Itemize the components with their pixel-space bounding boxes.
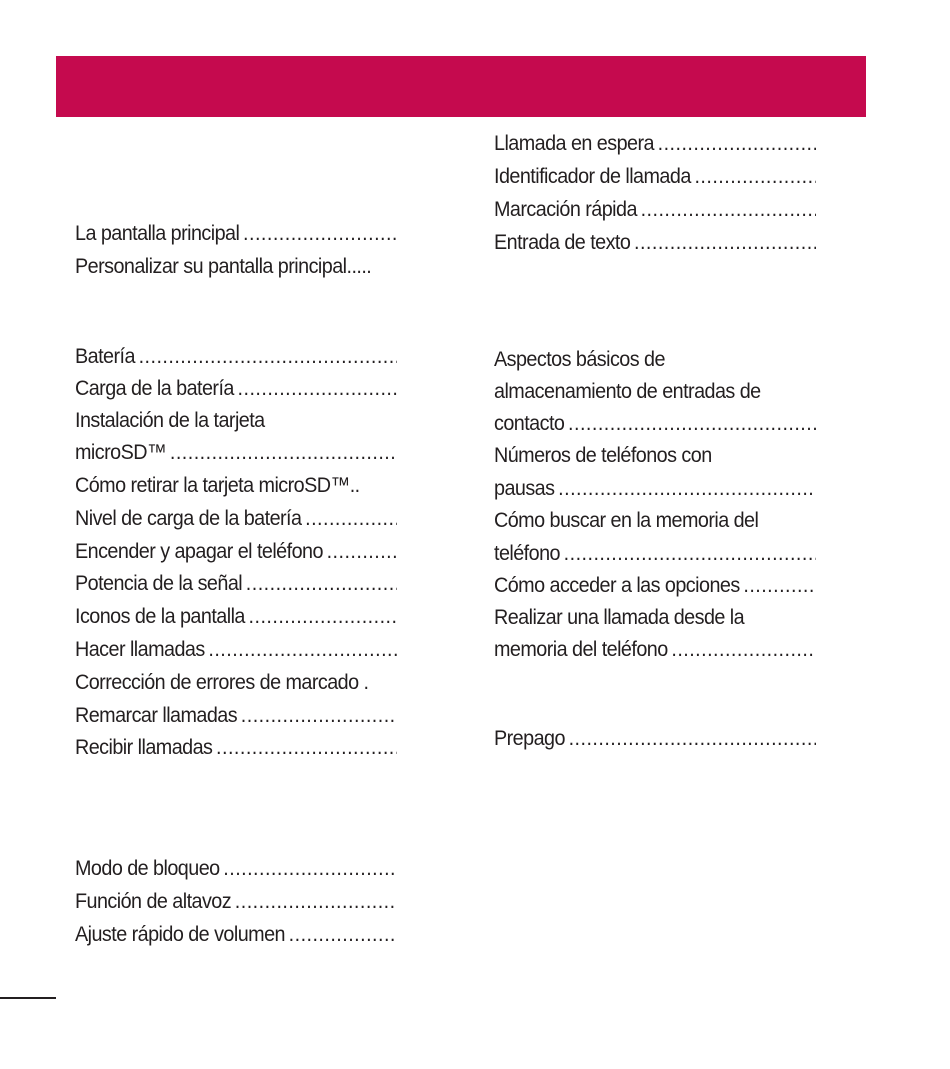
- toc-entry-text: Personalizar su pantalla principal.....: [75, 254, 372, 278]
- toc-entry: [75, 250, 372, 283]
- toc-entry-text: Remarcar llamadas: [75, 703, 238, 727]
- toc-entry: [494, 375, 791, 408]
- dot-leader: [568, 407, 816, 440]
- toc-entry-text: Iconos de la pantalla: [75, 604, 245, 628]
- toc-entry-text: Recibir llamadas: [75, 735, 213, 759]
- toc-entry: [75, 535, 372, 568]
- toc-entry-text: Identificador de llamada: [494, 164, 691, 188]
- toc-entry-text: Encender y apagar el teléfono: [75, 539, 323, 563]
- toc-entry: [75, 633, 372, 666]
- toc-entry: [494, 601, 791, 634]
- toc-entry-text: contacto: [494, 411, 565, 435]
- toc-entry: [494, 537, 791, 570]
- toc-entry-text: Nivel de carga de la batería: [75, 506, 302, 530]
- footer-rule: [0, 997, 56, 999]
- toc-entry: [494, 407, 791, 440]
- dot-leader: [235, 885, 398, 918]
- dot-leader: [246, 567, 398, 600]
- toc-entry: [494, 722, 791, 755]
- toc-entry-text: Números de teléfonos con: [494, 443, 712, 467]
- toc-entry: [75, 567, 372, 600]
- toc-entry-text: Cómo acceder a las opciones: [494, 573, 740, 597]
- toc-entry-text: Marcación rápida: [494, 197, 637, 221]
- toc-entry-text: pausas: [494, 476, 555, 500]
- toc-entry-text: Realizar una llamada desde la: [494, 605, 745, 629]
- toc-entry-text: Batería: [75, 344, 135, 368]
- toc-entry-text: Ajuste rápido de volumen: [75, 922, 285, 946]
- toc-entry-text: Modo de bloqueo: [75, 856, 220, 880]
- toc-entry-text: Hacer llamadas: [75, 637, 205, 661]
- toc-entry-text: memoria del teléfono: [494, 637, 668, 661]
- toc-entry-text: microSD™: [75, 440, 167, 464]
- dot-leader: [249, 600, 398, 633]
- dot-leader: [216, 731, 397, 764]
- toc-entry-text: Función de altavoz: [75, 889, 232, 913]
- dot-leader: [641, 193, 817, 226]
- toc-entry: [494, 504, 791, 537]
- toc-entry: [75, 731, 372, 764]
- toc-entry-text: La pantalla principal: [75, 221, 240, 245]
- toc-entry: [75, 469, 372, 502]
- dot-leader: [238, 372, 398, 405]
- toc-entry: [494, 226, 791, 259]
- toc-entry: [494, 569, 791, 602]
- toc-entry: [494, 193, 791, 226]
- dot-leader: [305, 502, 397, 535]
- dot-leader: [223, 852, 397, 885]
- dot-leader: [289, 918, 398, 951]
- dot-leader: [658, 127, 817, 160]
- toc-entry-text: Corrección de errores de marcado .: [75, 670, 369, 694]
- toc-entry-text: Llamada en espera: [494, 131, 654, 155]
- toc-entry: [494, 127, 791, 160]
- toc-entry-text: Cómo retirar la tarjeta microSD™..: [75, 473, 360, 497]
- toc-entry: [75, 699, 372, 732]
- toc-entry: [494, 160, 791, 193]
- toc-entry: [75, 666, 372, 699]
- toc-entry: [494, 633, 791, 666]
- toc-entry-text: Potencia de la señal: [75, 571, 243, 595]
- toc-entry: [494, 439, 791, 472]
- toc-entry: [75, 885, 372, 918]
- toc-entry: [75, 372, 372, 405]
- dot-leader: [241, 699, 398, 732]
- toc-entry-text: Aspectos básicos de: [494, 347, 665, 371]
- toc-entry-text: Prepago: [494, 726, 565, 750]
- dot-leader: [208, 633, 397, 666]
- dot-leader: [569, 722, 817, 755]
- toc-entry: [75, 502, 372, 535]
- toc-entry-text: Instalación de la tarjeta: [75, 408, 265, 432]
- toc-entry-text: Carga de la batería: [75, 376, 234, 400]
- dot-leader: [139, 340, 398, 373]
- toc-entry-text: Cómo buscar en la memoria del: [494, 508, 759, 532]
- toc-entry: [494, 472, 791, 505]
- toc-entry: [75, 217, 372, 250]
- toc-entry-text: teléfono: [494, 541, 560, 565]
- dot-leader: [243, 217, 397, 250]
- header-band: [56, 56, 866, 117]
- dot-leader: [564, 537, 817, 570]
- toc-entry: [75, 404, 372, 437]
- dot-leader: [170, 436, 398, 469]
- dot-leader: [558, 472, 816, 505]
- toc-entry: [75, 340, 372, 373]
- dot-leader: [327, 535, 398, 568]
- dot-leader: [634, 226, 816, 259]
- toc-entry: [494, 343, 791, 376]
- dot-leader: [671, 633, 816, 666]
- toc-entry: [75, 918, 372, 951]
- dot-leader: [694, 160, 816, 193]
- toc-entry-text: Entrada de texto: [494, 230, 631, 254]
- toc-entry: [75, 852, 372, 885]
- toc-entry-text: almacenamiento de entradas de: [494, 379, 761, 403]
- toc-entry: [75, 436, 372, 469]
- toc-entry: [75, 600, 372, 633]
- dot-leader: [743, 569, 816, 602]
